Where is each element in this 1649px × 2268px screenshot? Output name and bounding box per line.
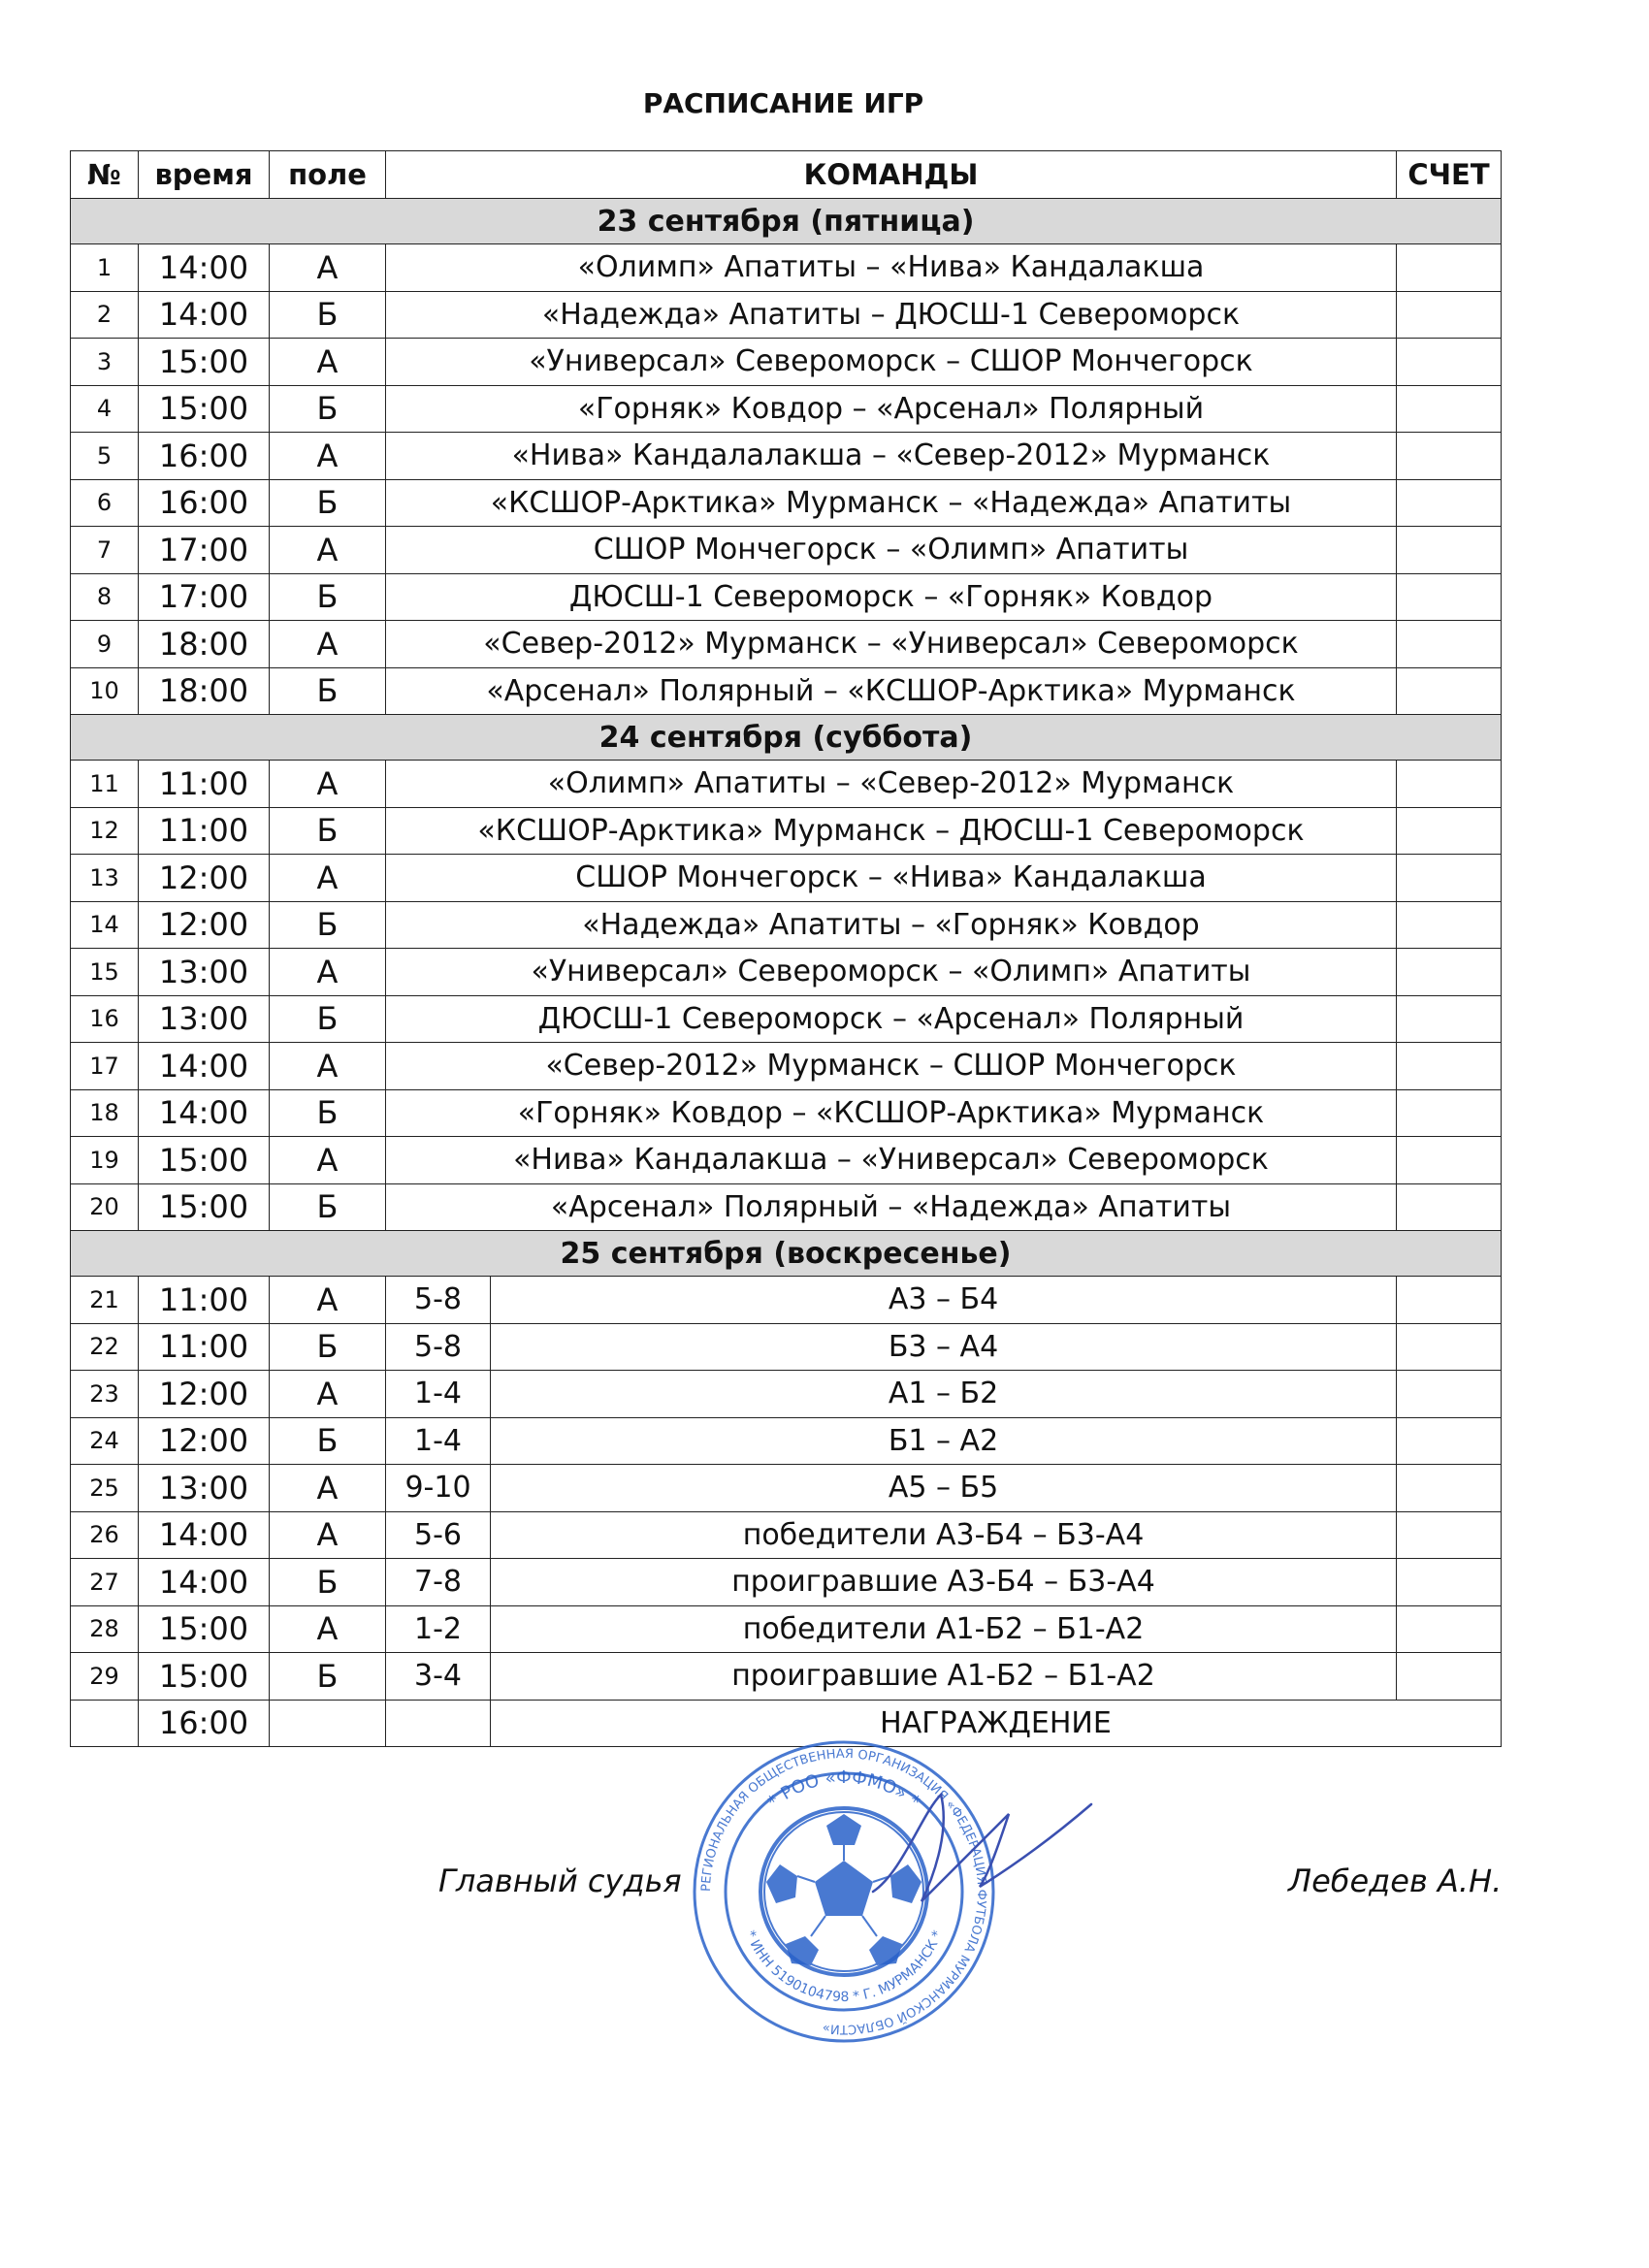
game-field: А bbox=[270, 527, 386, 574]
table-row bbox=[71, 1559, 1502, 1606]
table-row bbox=[71, 949, 1502, 996]
game-number: 29 bbox=[71, 1653, 139, 1701]
stamp-inner-bottom: * ИНН 5190104798 * Г. МУРМАНСК * bbox=[741, 1928, 947, 2006]
game-time: 12:00 bbox=[139, 1417, 270, 1465]
game-teams: ДЮСШ-1 Североморск – «Арсенал» Полярный bbox=[386, 995, 1397, 1043]
game-field: А bbox=[270, 1277, 386, 1324]
game-score bbox=[1397, 291, 1502, 339]
header-teams: КОМАНДЫ bbox=[386, 151, 1397, 199]
game-time: 11:00 bbox=[139, 807, 270, 855]
game-place: 9-10 bbox=[386, 1465, 491, 1512]
game-number: 9 bbox=[71, 621, 139, 668]
game-time: 15:00 bbox=[139, 1183, 270, 1231]
game-field: А bbox=[270, 761, 386, 808]
game-field: Б bbox=[270, 1559, 386, 1606]
game-teams: «Арсенал» Полярный – «Надежда» Апатиты bbox=[386, 1183, 1397, 1231]
game-number: 1 bbox=[71, 244, 139, 292]
header-num: № bbox=[71, 151, 139, 199]
chief-referee-label: Главный судья bbox=[438, 1863, 682, 1899]
game-time: 15:00 bbox=[139, 385, 270, 433]
game-teams: «КСШОР-Арктика» Мурманск – «Надежда» Апатиты bbox=[386, 479, 1397, 527]
game-field: А bbox=[270, 1137, 386, 1184]
game-time: 17:00 bbox=[139, 527, 270, 574]
game-teams: победители А1-Б2 – Б1-А2 bbox=[491, 1605, 1397, 1653]
table-row bbox=[71, 291, 1502, 339]
game-field: Б bbox=[270, 1323, 386, 1371]
table-row bbox=[71, 1417, 1502, 1465]
game-number: 23 bbox=[71, 1371, 139, 1418]
table-row bbox=[71, 807, 1502, 855]
day-label: 24 сентября (суббота) bbox=[71, 715, 1502, 761]
table-row bbox=[71, 1511, 1502, 1559]
game-field: Б bbox=[270, 573, 386, 621]
game-teams: «Нива» Кандалакша – «Универсал» Североморск bbox=[386, 1137, 1397, 1184]
table-row bbox=[71, 244, 1502, 292]
game-teams: «Арсенал» Полярный – «КСШОР-Арктика» Мурманск bbox=[386, 667, 1397, 715]
game-score bbox=[1397, 1137, 1502, 1184]
table-row bbox=[71, 339, 1502, 386]
game-teams: «Надежда» Апатиты – ДЮСШ-1 Североморск bbox=[386, 291, 1397, 339]
game-field: Б bbox=[270, 901, 386, 949]
game-teams: «Горняк» Ковдор – «Арсенал» Полярный bbox=[386, 385, 1397, 433]
game-number: 8 bbox=[71, 573, 139, 621]
game-score bbox=[1397, 1183, 1502, 1231]
game-teams: проигравшие А1-Б2 – Б1-А2 bbox=[491, 1653, 1397, 1701]
day-label: 23 сентября (пятница) bbox=[71, 199, 1502, 244]
game-score bbox=[1397, 1417, 1502, 1465]
game-number: 13 bbox=[71, 855, 139, 902]
game-time: 14:00 bbox=[139, 244, 270, 292]
game-score bbox=[1397, 1043, 1502, 1090]
header-time: время bbox=[139, 151, 270, 199]
game-number: 26 bbox=[71, 1511, 139, 1559]
game-time: 14:00 bbox=[139, 1089, 270, 1137]
game-field: А bbox=[270, 855, 386, 902]
game-number: 20 bbox=[71, 1183, 139, 1231]
stamp-inner-top: * РОО «ФФМО» * bbox=[763, 1766, 924, 1813]
game-number: 4 bbox=[71, 385, 139, 433]
table-row bbox=[71, 1653, 1502, 1701]
game-teams: СШОР Мончегорск – «Нива» Кандалакша bbox=[386, 855, 1397, 902]
game-time: 11:00 bbox=[139, 761, 270, 808]
game-score bbox=[1397, 807, 1502, 855]
game-number: 10 bbox=[71, 667, 139, 715]
game-number: 27 bbox=[71, 1559, 139, 1606]
page-title: РАСПИСАНИЕ ИГР bbox=[642, 87, 924, 119]
table-row bbox=[71, 1043, 1502, 1090]
game-score bbox=[1397, 573, 1502, 621]
schedule-table bbox=[70, 150, 1502, 1747]
game-number: 5 bbox=[71, 433, 139, 480]
game-time: 15:00 bbox=[139, 1605, 270, 1653]
game-number: 24 bbox=[71, 1417, 139, 1465]
game-score bbox=[1397, 621, 1502, 668]
game-teams: «Надежда» Апатиты – «Горняк» Ковдор bbox=[386, 901, 1397, 949]
game-place: 5-8 bbox=[386, 1323, 491, 1371]
table-row bbox=[71, 433, 1502, 480]
game-teams: «Нива» Кандалалакша – «Север-2012» Мурманск bbox=[386, 433, 1397, 480]
game-teams: «Олимп» Апатиты – «Север-2012» Мурманск bbox=[386, 761, 1397, 808]
game-time: 15:00 bbox=[139, 339, 270, 386]
game-teams: победители А3-Б4 – Б3-А4 bbox=[491, 1511, 1397, 1559]
game-teams: «Универсал» Североморск – «Олимп» Апатиты bbox=[386, 949, 1397, 996]
table-row bbox=[71, 667, 1502, 715]
game-time: 11:00 bbox=[139, 1323, 270, 1371]
table-row bbox=[71, 1137, 1502, 1184]
signature-area bbox=[0, 1736, 1649, 2057]
stamp-outer-text: РЕГИОНАЛЬНАЯ ОБЩЕСТВЕННАЯ ОРГАНИЗАЦИЯ «ФЕДЕРАЦИЯ ФУТБОЛА МУРМАНСКОЙ ОБЛАСТИ» bbox=[698, 1746, 989, 2037]
day-header-row bbox=[71, 199, 1502, 244]
table-row bbox=[71, 385, 1502, 433]
game-number: 28 bbox=[71, 1605, 139, 1653]
game-field: А bbox=[270, 949, 386, 996]
table-row bbox=[71, 995, 1502, 1043]
game-teams: «Север-2012» Мурманск – «Универсал» Североморск bbox=[386, 621, 1397, 668]
chief-referee-name: Лебедев А.Н. bbox=[1288, 1863, 1503, 1899]
game-score bbox=[1397, 339, 1502, 386]
game-score bbox=[1397, 385, 1502, 433]
game-number: 11 bbox=[71, 761, 139, 808]
table-row bbox=[71, 855, 1502, 902]
game-time: 11:00 bbox=[139, 1277, 270, 1324]
table-row bbox=[71, 761, 1502, 808]
game-field: А bbox=[270, 1465, 386, 1512]
game-place: 7-8 bbox=[386, 1559, 491, 1606]
game-time: 16:00 bbox=[139, 433, 270, 480]
game-field: А bbox=[270, 339, 386, 386]
schedule-body bbox=[71, 199, 1502, 1747]
game-score bbox=[1397, 1511, 1502, 1559]
game-number: 15 bbox=[71, 949, 139, 996]
game-number: 16 bbox=[71, 995, 139, 1043]
game-score bbox=[1397, 433, 1502, 480]
game-time: 12:00 bbox=[139, 855, 270, 902]
game-score bbox=[1397, 901, 1502, 949]
game-score bbox=[1397, 1605, 1502, 1653]
game-time: 17:00 bbox=[139, 573, 270, 621]
game-teams: А5 – Б5 bbox=[491, 1465, 1397, 1512]
game-place: 5-8 bbox=[386, 1277, 491, 1324]
game-number: 21 bbox=[71, 1277, 139, 1324]
game-place: 1-4 bbox=[386, 1417, 491, 1465]
game-number: 12 bbox=[71, 807, 139, 855]
game-field: Б bbox=[270, 995, 386, 1043]
game-time: 15:00 bbox=[139, 1137, 270, 1184]
game-field: А bbox=[270, 1605, 386, 1653]
signature-scribble-icon bbox=[863, 1775, 1096, 1911]
game-time: 14:00 bbox=[139, 1511, 270, 1559]
game-field: Б bbox=[270, 291, 386, 339]
game-teams: «КСШОР-Арктика» Мурманск – ДЮСШ-1 Североморск bbox=[386, 807, 1397, 855]
game-score bbox=[1397, 949, 1502, 996]
game-time: 14:00 bbox=[139, 291, 270, 339]
table-row bbox=[71, 1089, 1502, 1137]
award-label: НАГРАЖДЕНИЕ bbox=[491, 1700, 1502, 1747]
game-field: Б bbox=[270, 667, 386, 715]
game-number: 25 bbox=[71, 1465, 139, 1512]
game-time: 15:00 bbox=[139, 1653, 270, 1701]
game-time: 12:00 bbox=[139, 901, 270, 949]
game-place: 1-4 bbox=[386, 1371, 491, 1418]
game-number: 18 bbox=[71, 1089, 139, 1137]
game-score bbox=[1397, 667, 1502, 715]
game-field: Б bbox=[270, 385, 386, 433]
table-row bbox=[71, 1371, 1502, 1418]
game-field: А bbox=[270, 1511, 386, 1559]
game-field: Б bbox=[270, 1653, 386, 1701]
table-row bbox=[71, 527, 1502, 574]
game-teams: Б3 – А4 bbox=[491, 1323, 1397, 1371]
table-row bbox=[71, 1465, 1502, 1512]
game-score bbox=[1397, 1465, 1502, 1512]
table-row bbox=[71, 1605, 1502, 1653]
game-field: Б bbox=[270, 807, 386, 855]
game-number: 22 bbox=[71, 1323, 139, 1371]
game-number: 19 bbox=[71, 1137, 139, 1184]
game-score bbox=[1397, 1559, 1502, 1606]
game-time: 13:00 bbox=[139, 995, 270, 1043]
header-field: поле bbox=[270, 151, 386, 199]
game-teams: «Олимп» Апатиты – «Нива» Кандалакша bbox=[386, 244, 1397, 292]
game-teams: ДЮСШ-1 Североморск – «Горняк» Ковдор bbox=[386, 573, 1397, 621]
table-row bbox=[71, 1323, 1502, 1371]
table-row bbox=[71, 621, 1502, 668]
game-field: Б bbox=[270, 1417, 386, 1465]
game-number: 3 bbox=[71, 339, 139, 386]
game-teams: Б1 – А2 bbox=[491, 1417, 1397, 1465]
game-score bbox=[1397, 1371, 1502, 1418]
game-teams: А1 – Б2 bbox=[491, 1371, 1397, 1418]
game-teams: «Горняк» Ковдор – «КСШОР-Арктика» Мурманск bbox=[386, 1089, 1397, 1137]
game-time: 12:00 bbox=[139, 1371, 270, 1418]
game-teams: «Универсал» Североморск – СШОР Мончегорск bbox=[386, 339, 1397, 386]
day-header-row bbox=[71, 715, 1502, 761]
header-score: СЧЕТ bbox=[1397, 151, 1502, 199]
game-place: 3-4 bbox=[386, 1653, 491, 1701]
game-field: Б bbox=[270, 479, 386, 527]
game-teams: «Север-2012» Мурманск – СШОР Мончегорск bbox=[386, 1043, 1397, 1090]
game-score bbox=[1397, 527, 1502, 574]
table-row bbox=[71, 1277, 1502, 1324]
table-header-row bbox=[71, 151, 1502, 199]
game-teams: СШОР Мончегорск – «Олимп» Апатиты bbox=[386, 527, 1397, 574]
award-time: 16:00 bbox=[139, 1700, 270, 1747]
game-field: А bbox=[270, 621, 386, 668]
game-field: А bbox=[270, 244, 386, 292]
table-row bbox=[71, 1183, 1502, 1231]
game-score bbox=[1397, 995, 1502, 1043]
game-score bbox=[1397, 479, 1502, 527]
game-time: 13:00 bbox=[139, 1465, 270, 1512]
table-row bbox=[71, 573, 1502, 621]
game-number: 7 bbox=[71, 527, 139, 574]
game-number: 14 bbox=[71, 901, 139, 949]
game-teams: А3 – Б4 bbox=[491, 1277, 1397, 1324]
game-time: 13:00 bbox=[139, 949, 270, 996]
game-number: 6 bbox=[71, 479, 139, 527]
game-score bbox=[1397, 761, 1502, 808]
game-place: 5-6 bbox=[386, 1511, 491, 1559]
game-field: Б bbox=[270, 1183, 386, 1231]
game-teams: проигравшие А3-Б4 – Б3-А4 bbox=[491, 1559, 1397, 1606]
game-field: А bbox=[270, 433, 386, 480]
game-score bbox=[1397, 1653, 1502, 1701]
game-field: А bbox=[270, 1043, 386, 1090]
game-time: 14:00 bbox=[139, 1043, 270, 1090]
game-place: 1-2 bbox=[386, 1605, 491, 1653]
game-time: 18:00 bbox=[139, 621, 270, 668]
game-score bbox=[1397, 1323, 1502, 1371]
game-time: 16:00 bbox=[139, 479, 270, 527]
table-row bbox=[71, 479, 1502, 527]
game-time: 14:00 bbox=[139, 1559, 270, 1606]
game-time: 18:00 bbox=[139, 667, 270, 715]
game-field: А bbox=[270, 1371, 386, 1418]
game-number: 17 bbox=[71, 1043, 139, 1090]
game-score bbox=[1397, 244, 1502, 292]
day-header-row bbox=[71, 1231, 1502, 1277]
game-score bbox=[1397, 855, 1502, 902]
table-row bbox=[71, 901, 1502, 949]
game-number: 2 bbox=[71, 291, 139, 339]
game-field: Б bbox=[270, 1089, 386, 1137]
game-score bbox=[1397, 1277, 1502, 1324]
day-label: 25 сентября (воскресенье) bbox=[71, 1231, 1502, 1277]
game-score bbox=[1397, 1089, 1502, 1137]
